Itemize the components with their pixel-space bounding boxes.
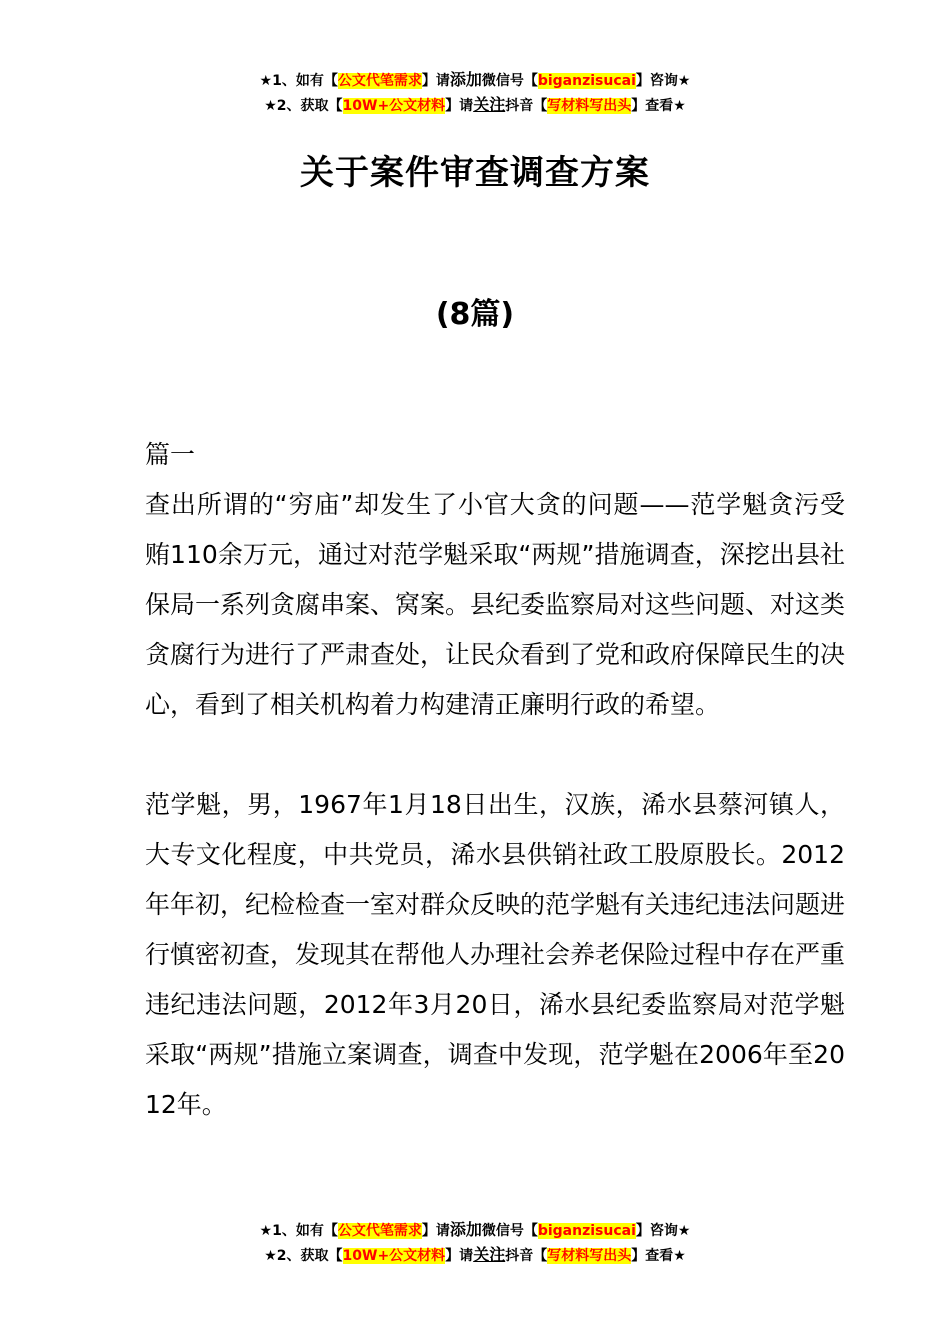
banner-text: 】咨询★ <box>635 73 691 89</box>
header-banner-line-2 <box>0 93 950 118</box>
banner-douyin-id: 写材料写出头 <box>547 1248 632 1264</box>
footer-banner-line-2 <box>0 1243 950 1268</box>
banner-text: ★2、获取【 <box>264 1248 343 1264</box>
banner-highlight: 公文代笔需求 <box>337 73 422 89</box>
body-paragraph-2: 范学魁，男，1967年1月18日出生，汉族，浠水县蔡河镇人，大专文化程度，中共党员，浠水县供销社政工股原股长。2012年年初，纪检检查一室对群众反映的范学魁有关违纪违法问题进行慎密初查，发现其在帮他人办理社会养老保险过程中存在严重违纪违法问题，2012年3月20日，浠水县纪委监察局对范学魁采取“两规”措施立案调查，调查中发现，范学魁在2006年至2012年。 <box>145 790 846 1119</box>
document-title: 关于案件审查调查方案 <box>300 153 650 193</box>
banner-text: 】查看★ <box>631 98 686 114</box>
banner-emphasis: 添加 <box>449 70 482 89</box>
banner-highlight: 公文代笔需求 <box>337 1223 422 1239</box>
banner-text: 】请 <box>445 98 474 114</box>
document-subtitle: (8篇) <box>435 297 515 332</box>
banner-text: 抖音【 <box>505 98 548 114</box>
banner-emphasis: 添加 <box>449 1220 482 1239</box>
header-banner-line-1 <box>0 68 950 93</box>
banner-highlight: 10W+公文材料 <box>342 98 446 114</box>
banner-emphasis: 关注 <box>473 1245 506 1264</box>
banner-wechat-id: biganzisucai <box>537 1223 636 1239</box>
banner-highlight: 10W+公文材料 <box>342 1248 446 1264</box>
banner-text: 】请 <box>445 1248 474 1264</box>
paragraph-spacer <box>145 730 845 780</box>
banner-text: ★1、如有【 <box>259 1223 338 1239</box>
banner-douyin-id: 写材料写出头 <box>547 98 632 114</box>
document-body <box>145 430 845 1130</box>
banner-text: 微信号【 <box>481 73 538 89</box>
banner-wechat-id: biganzisucai <box>537 73 636 89</box>
banner-text: ★2、获取【 <box>264 98 343 114</box>
banner-text: 】请 <box>421 73 450 89</box>
section-label: 篇一 <box>145 440 196 469</box>
banner-text: 】查看★ <box>631 1248 686 1264</box>
body-paragraph-1: 查出所谓的“穷庙”却发生了小官大贪的问题——范学魁贪污受贿110余万元，通过对范学魁采取“两规”措施调查，深挖出县社保局一系列贪腐串案、窝案。县纪委监察局对这些问题、对这类贪腐行为进行了严肃查处，让民众看到了党和政府保障民生的决心，看到了相关机构着力构建清正廉明行政的希望。 <box>145 490 846 719</box>
footer-banner <box>0 1218 950 1268</box>
banner-text: 抖音【 <box>505 1248 548 1264</box>
banner-text: 微信号【 <box>481 1223 538 1239</box>
header-banner <box>0 68 950 118</box>
banner-text: ★1、如有【 <box>259 73 338 89</box>
banner-text: 】咨询★ <box>635 1223 691 1239</box>
footer-banner-line-1 <box>0 1218 950 1243</box>
banner-emphasis: 关注 <box>473 95 506 114</box>
banner-text: 】请 <box>421 1223 450 1239</box>
